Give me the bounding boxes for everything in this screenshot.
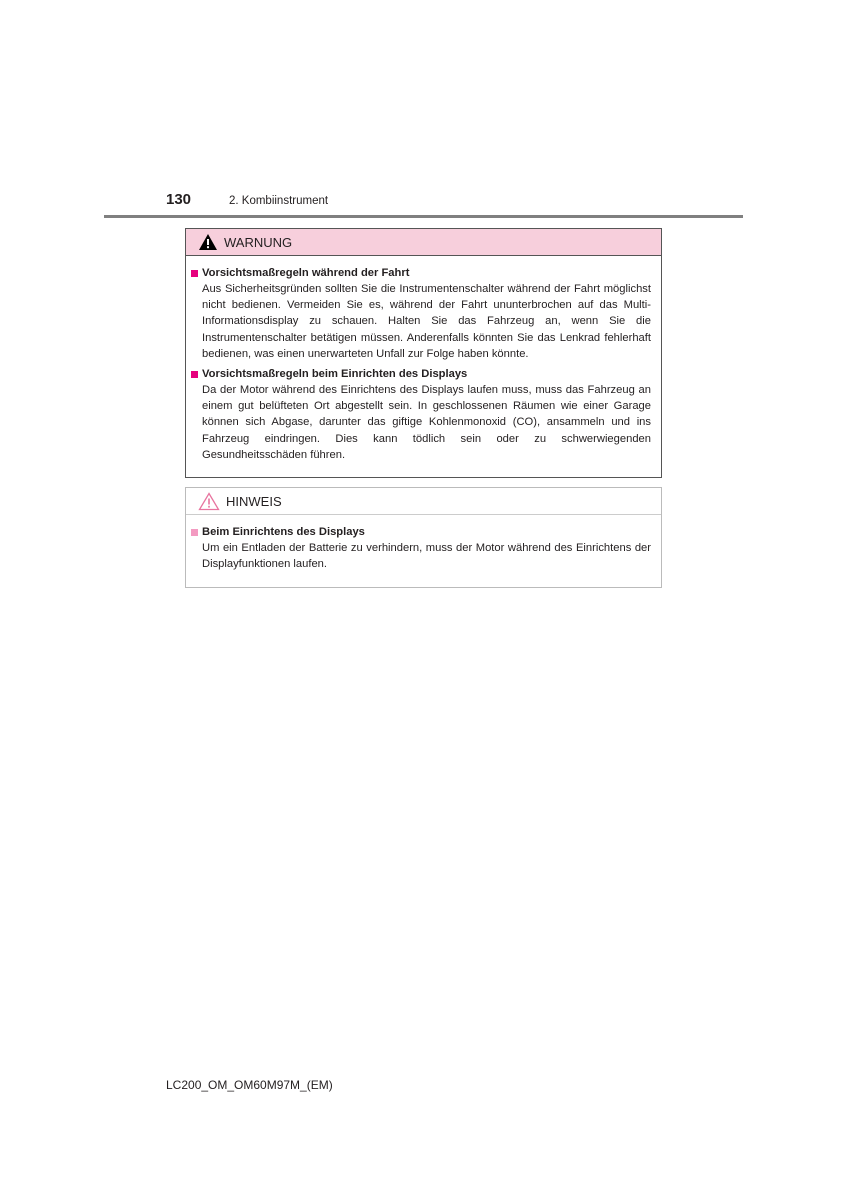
note-section-heading xyxy=(191,524,651,540)
document-code: LC200_OM_OM60M97M_(EM) xyxy=(166,1078,333,1092)
warning-section-heading-text: Vorsichtsmaßregeln während der Fahrt xyxy=(202,267,410,279)
square-bullet-icon xyxy=(191,529,198,536)
note-body xyxy=(186,515,661,572)
warning-triangle-icon xyxy=(198,233,224,251)
note-header xyxy=(186,488,661,515)
note-section-heading-text: Beim Einrichtens des Displays xyxy=(202,526,365,538)
warning-title: WARNUNG xyxy=(224,234,293,250)
warning-section-heading xyxy=(191,265,651,281)
square-bullet-icon xyxy=(191,371,198,378)
header-rule xyxy=(104,215,743,218)
warning-section-text: Da der Motor während des Einrichtens des Displays laufen muss, muss das Fahrzeug an einem gut belüfteten Ort abgestellt sein. In geschlossenen Räumen wie einer Garage können sich Abgase, darunter das giftige Kohlenmonoxid (CO), ansammeln und ins Fahrzeug eindringen. Dies kann tödlich sein oder zu schwerwiegenden Gesundheitsschäden führen. xyxy=(202,384,651,461)
caution-triangle-outline-icon xyxy=(198,492,226,511)
warning-section-heading-text: Vorsichtsmaßregeln beim Einrichten des Displays xyxy=(202,368,468,381)
note-box xyxy=(185,487,662,588)
warning-section-heading xyxy=(191,366,651,382)
page-number: 130 xyxy=(166,191,192,208)
chapter-title: 2. Kombiinstrument xyxy=(229,195,329,207)
warning-box xyxy=(185,228,662,478)
square-bullet-icon xyxy=(191,270,198,277)
warning-body xyxy=(186,256,661,463)
note-title: HINWEIS xyxy=(226,493,282,509)
warning-section-text: Aus Sicherheitsgründen sollten Sie die Instrumentenschalter während der Fahrt möglichst nicht bedienen. Vermeiden Sie es, während der Fahrt ununterbrochen auf das Multi-Informationsdisplay zu schauen. Halten Sie das Fahrzeug an, wenn Sie die Instrumentenschalter betätigen müssen. Anderenfalls könnten Sie das Lenkrad fehlerhaft bedienen, was einen unerwarteten Unfall zur Folge haben könnte. xyxy=(202,283,651,360)
warning-header xyxy=(186,229,661,256)
note-section-text: Um ein Entladen der Batterie zu verhindern, muss der Motor während des Einrichtens der Displayfunktionen laufen. xyxy=(202,542,651,571)
